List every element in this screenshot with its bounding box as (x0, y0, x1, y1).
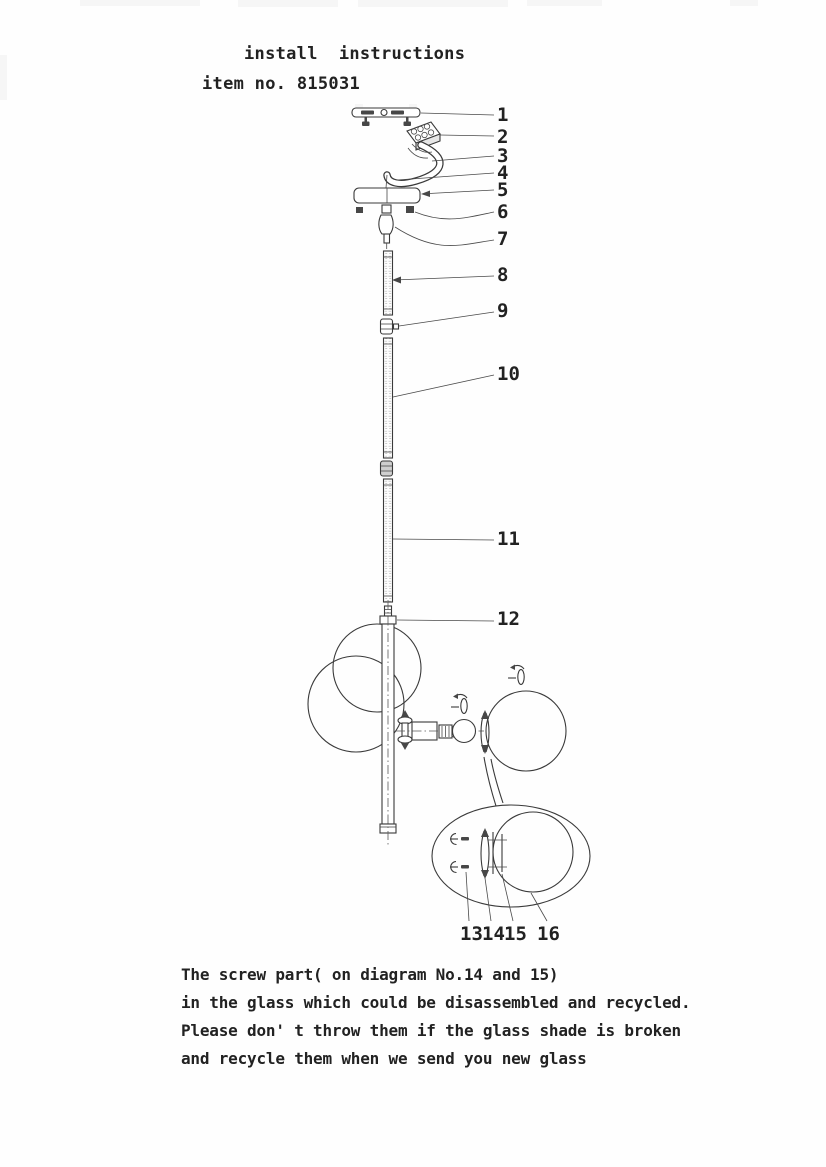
part-label-16: 16 (537, 923, 560, 945)
lamp-body-rod-drawing (380, 600, 396, 846)
canopy-drawing (354, 188, 420, 203)
part-label-5: 5 (497, 179, 509, 201)
detail-screws-drawing (450, 834, 469, 873)
mounting-bracket-drawing (352, 104, 420, 126)
rotate-screw-icon (451, 694, 467, 714)
part-label-8: 8 (497, 264, 509, 286)
part-label-14: 14 (482, 923, 505, 945)
part-label-4: 4 (497, 162, 509, 184)
rod-connector-drawing (381, 319, 399, 334)
note-line-4: and recycle them when we send you new glass (181, 1049, 587, 1068)
detail-ring-drawing (481, 828, 489, 879)
glass-neck-ring-drawing (481, 710, 489, 754)
glass-globe-upper-drawing (333, 624, 421, 712)
part-label-2: 2 (497, 126, 509, 148)
part-label-9: 9 (497, 300, 509, 322)
leader-lines (392, 113, 547, 921)
rotate-screw-icon (508, 665, 524, 685)
upper-rod-drawing (384, 251, 393, 315)
part-label-7: 7 (497, 228, 509, 250)
note-line-1: The screw part( on diagram No.14 and 15) (181, 965, 559, 984)
glass-globe-right-drawing (486, 691, 566, 771)
part-label-10: 10 (497, 363, 520, 385)
part-label-13: 13 (460, 923, 483, 945)
bulb-drawing (439, 720, 476, 743)
note-line-2: in the glass which could be disassembled and recycled. (181, 993, 691, 1012)
cord-grip-drawing (379, 205, 393, 249)
middle-rod-drawing (384, 338, 393, 458)
part-label-15: 15 (504, 923, 527, 945)
wire-cord-drawing (386, 144, 440, 188)
part-label-6: 6 (497, 201, 509, 223)
magnified-detail-drawing (432, 805, 590, 907)
note-line-3: Please don' t throw them if the glass shade is broken (181, 1021, 681, 1040)
item-number: item no. 815031 (202, 74, 361, 94)
part-label-11: 11 (497, 528, 520, 550)
rod-connector2-drawing (381, 461, 393, 476)
part-label-3: 3 (497, 145, 509, 167)
detail-neck-drawing (488, 832, 507, 874)
part-label-1: 1 (497, 104, 509, 126)
magnifier-pointer (484, 757, 503, 806)
lower-rod-drawing (384, 479, 393, 602)
part-label-12: 12 (497, 608, 520, 630)
page-title: install instructions (244, 44, 466, 64)
